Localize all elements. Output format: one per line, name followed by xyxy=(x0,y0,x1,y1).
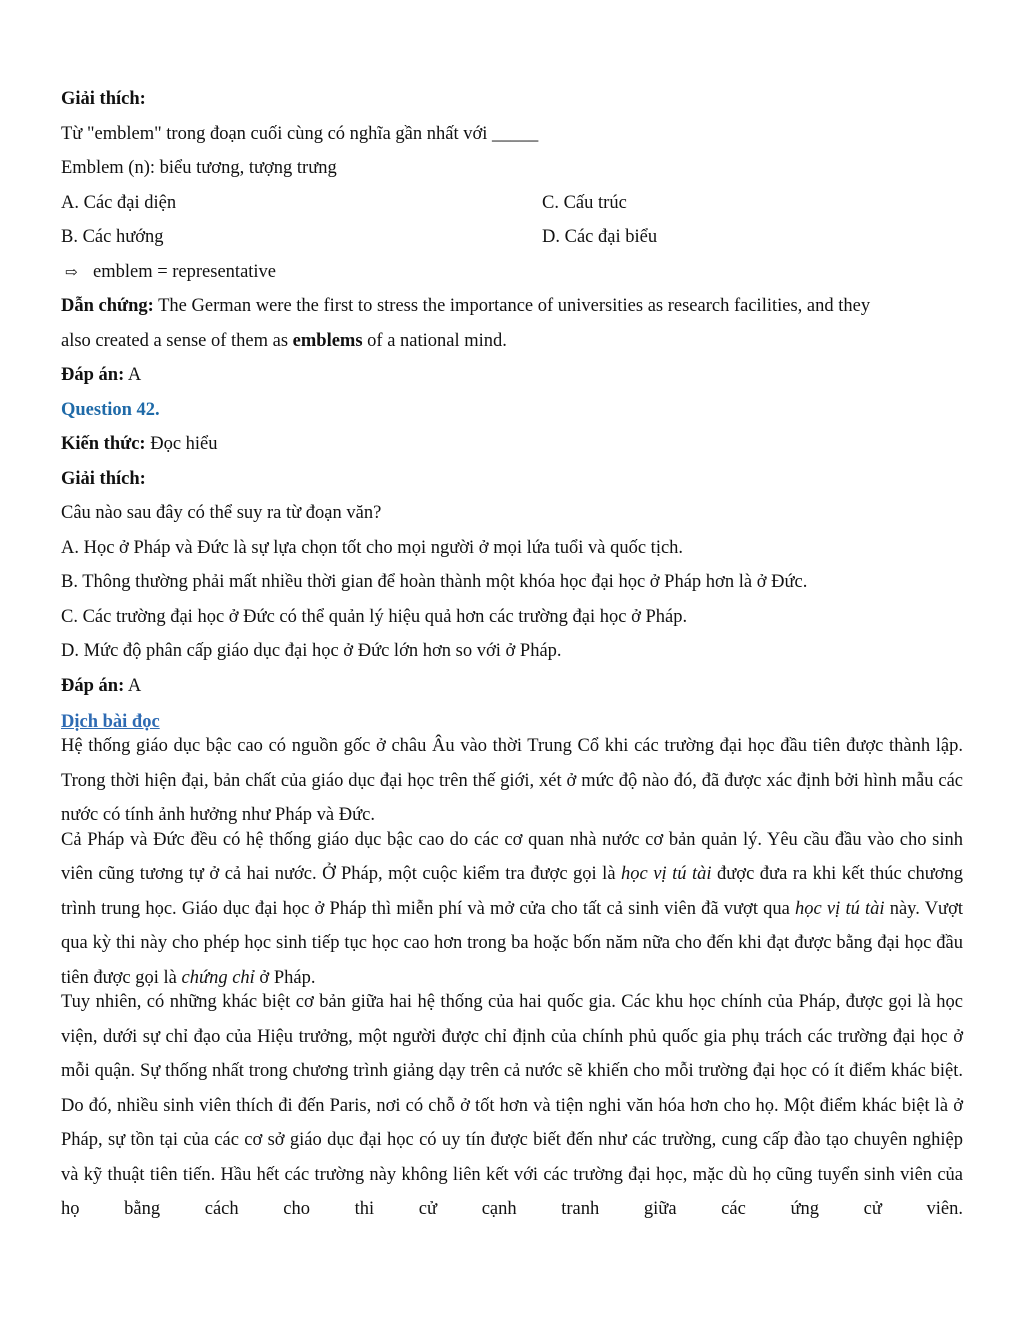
q42-knowledge xyxy=(61,427,963,462)
q41-option-d: D. Các đại biểu xyxy=(542,227,658,247)
q41-option-b: B. Các hướng xyxy=(61,227,164,247)
q41-option-c: C. Cấu trúc xyxy=(542,192,627,213)
q42-option-b: B. Thông thường phải mất nhiều thời gian để hoàn thành một khóa học đại học ở Pháp hơn là ở Đức. xyxy=(61,572,808,592)
q41-options-row-2 xyxy=(61,220,963,255)
translation-p2-italic-3: chứng chỉ xyxy=(181,967,255,988)
q41-answer xyxy=(61,358,963,393)
q41-evidence-text-2a: also created a sense of them as xyxy=(61,330,293,351)
q41-evidence-bold: emblems xyxy=(292,330,363,351)
q41-evidence-line-2 xyxy=(61,324,963,359)
translation-paragraph-3: Tuy nhiên, có những khác biệt cơ bản giữa hai hệ thống của hai quốc gia. Các khu học chính của Pháp, được gọi là học viện, dưới sự chỉ đạo của Hiệu trưởng, một người được chỉ định của chính phủ quốc gia phụ trách các trường đại học ở mỗi quận. Sự thống nhất trong chương trình giảng dạy trên cả nước sẽ khiến cho mỗi trường đại học có ít điểm khác biệt. Do đó, nhiều sinh viên thích đi đến Paris, nơi có chỗ ở tốt hơn và tiện nghi văn hóa hơn cho họ. Một điểm khác biệt là ở Pháp, sự tồn tại của các cơ sở giáo dục đại học có uy tín được biết đến như các trường, cung cấp đào tạo chuyên nghiệp và kỹ thuật tiên tiến. Hầu hết các trường này không liên kết với các trường đại học, mặc dù họ cũng tuyển sinh viên của họ bằng cách cho thi cử cạnh tranh giữa các ứng cử viên. xyxy=(61,992,963,1219)
q41-answer-value: A xyxy=(124,365,142,385)
translation-p2-text-c: này. Vượt qua kỳ thi này cho phép học sinh tiếp tục học cao hơn trong ba hoặc bốn năm nữa cho đến khi đạt được bằng đại học đầu tiên được gọi là xyxy=(61,898,964,988)
q42-answer-label: Đáp án: xyxy=(61,675,125,696)
q42-answer-value: A xyxy=(124,675,142,696)
q41-answer-label: Đáp án: xyxy=(61,365,125,385)
q41-option-a: A. Các đại diện xyxy=(61,192,177,213)
q41-evidence-line-1 xyxy=(61,289,963,324)
q42-option-a: A. Học ở Pháp và Đức là sự lựa chọn tốt cho mọi người ở mọi lứa tuổi và quốc tịch. xyxy=(61,537,684,558)
q41-question: Từ "emblem" trong đoạn cuối cùng có nghĩa gần nhất với _____ xyxy=(61,123,539,144)
q41-definition: Emblem (n): biểu tương, tượng trưng xyxy=(61,158,337,178)
q41-evidence-text-1: The German were the first to stress the importance of universities as research facilities, and they xyxy=(153,296,871,316)
q41-conclusion xyxy=(61,255,963,290)
translation-paragraph-2 xyxy=(61,823,963,996)
q42-option-c: C. Các trường đại học ở Đức có thể quản lý hiệu quả hơn các trường đại học ở Pháp. xyxy=(61,606,688,627)
translation-p2-text-d: ở Pháp. xyxy=(254,967,316,988)
translation-p2-text-a: Cả Pháp và Đức đều có hệ thống giáo dục bậc cao do các cơ quan nhà nước cơ bản quản lý. Yêu cầu đầu vào cho sinh viên cũng tương tự ở cả hai nước. Ở Pháp, một cuộc kiểm tra được gọi là xyxy=(61,829,963,884)
q42-question: Câu nào sau đây có thể suy ra từ đoạn văn? xyxy=(61,503,382,523)
translation-link[interactable]: Dịch bài đọc xyxy=(61,712,160,732)
q42-explanation-heading: Giải thích: xyxy=(61,468,146,489)
document-page xyxy=(61,82,963,1227)
q41-conclusion-text: emblem = representative xyxy=(93,261,277,282)
q42-option-d: D. Mức độ phân cấp giáo dục đại học ở Đức lớn hơn so với ở Pháp. xyxy=(61,641,562,661)
q41-options-row-1 xyxy=(61,186,963,221)
translation-p2-text-b: được đưa ra khi kết thúc chương trình trung học. Giáo dục đại học ở Pháp thì miễn phí và mở cửa cho tất cả sinh viên đã vượt qua xyxy=(61,864,964,919)
q42-knowledge-label: Kiến thức: xyxy=(61,434,146,454)
q41-explanation-heading: Giải thích: xyxy=(61,89,146,109)
q41-evidence-text-2b: of a national mind. xyxy=(362,330,507,351)
q42-answer xyxy=(61,669,963,704)
q42-title: Question 42. xyxy=(61,399,160,420)
translation-paragraph-1: Hệ thống giáo dục bậc cao có nguồn gốc ở châu Âu vào thời Trung Cổ khi các trường đại học đầu tiên được thành lập. Trong thời hiện đại, bản chất của giáo dục đại học trên thế giới, xét ở mức độ nào đó, đã được xác định bởi hình mẫu các nước có tính ảnh hưởng như Pháp và Đức. xyxy=(61,736,963,825)
right-arrow-icon: ⇨ xyxy=(65,264,78,281)
translation-p2-italic-2: học vị tú tài xyxy=(795,898,885,919)
translation-p2-italic-1: học vị tú tài xyxy=(621,864,712,884)
q41-evidence-label: Dẫn chứng: xyxy=(61,296,154,316)
q42-knowledge-value: Đọc hiểu xyxy=(145,434,218,454)
